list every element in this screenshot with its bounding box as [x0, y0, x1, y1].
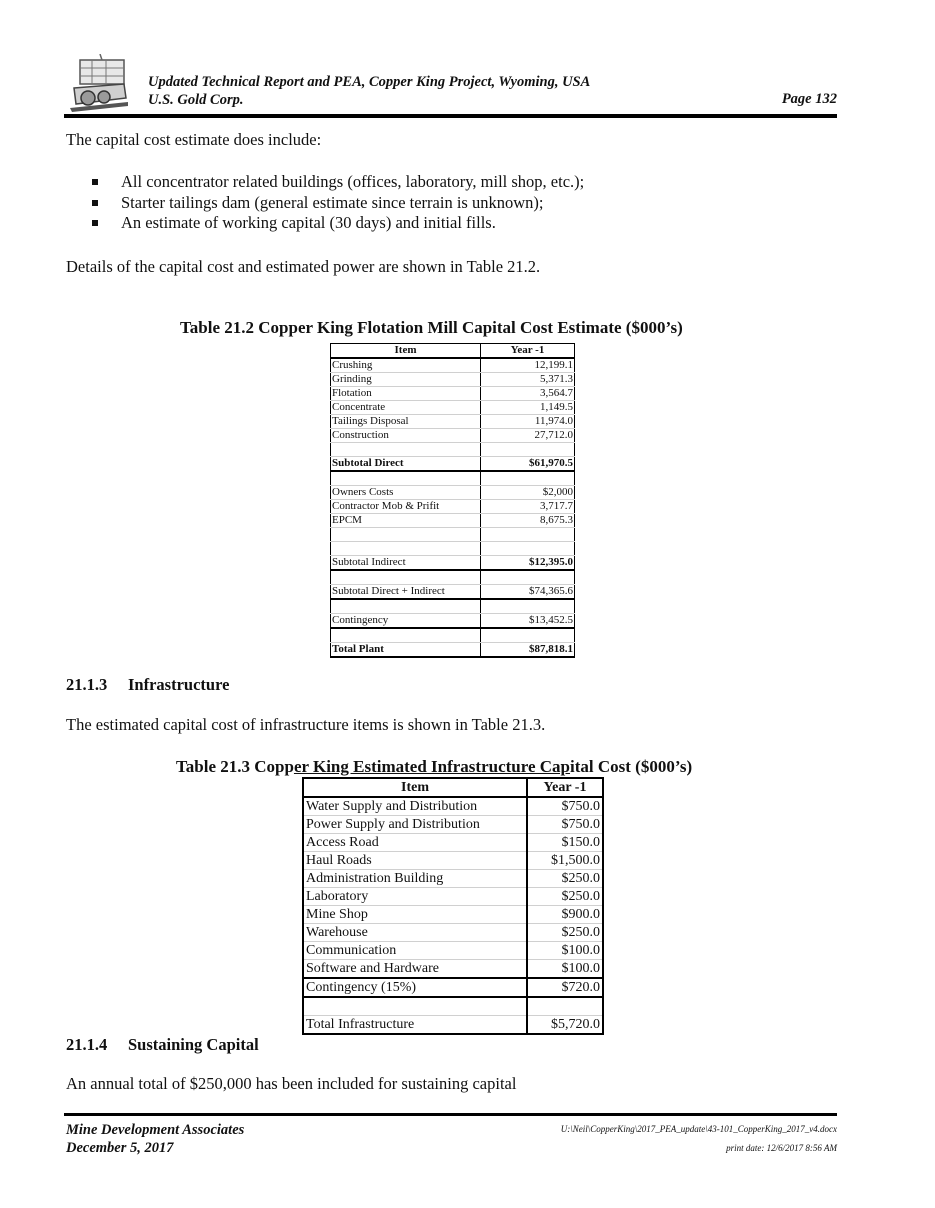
list-item: An estimate of working capital (30 days) and initial fills.: [92, 213, 584, 234]
footer-file-path: U:\Neil\CopperKing\2017_PEA_update\43-101_CopperKing_2017_v4.docx: [560, 1124, 837, 1134]
section-heading-21-1-3: [66, 675, 229, 695]
intro-paragraph: The capital cost estimate does include:: [66, 130, 322, 149]
header-title: [148, 73, 590, 109]
table-row: Administration Building $250.0: [303, 870, 603, 888]
table-row: Warehouse $250.0: [303, 924, 603, 942]
table-row: EPCM 8,675.3: [332, 514, 573, 526]
table-row: Laboratory $250.0: [303, 888, 603, 906]
header-title-line1: Updated Technical Report and PEA, Copper King Project, Wyoming, USA: [148, 74, 591, 90]
table-row: Grinding 5,371.3: [332, 373, 573, 385]
header-title-line2: U.S. Gold Corp.: [148, 92, 244, 108]
table-header-row: [331, 344, 575, 359]
table-row: Concentrate 1,149.5: [332, 401, 573, 413]
table-row: Tailings Disposal 11,974.0: [332, 415, 573, 427]
table-row: Owners Costs $2,000: [332, 486, 573, 498]
list-item: All concentrator related buildings (offices, laboratory, mill shop, etc.);: [92, 172, 584, 193]
section-title: Sustaining Capital: [128, 1035, 259, 1054]
table-row: Power Supply and Distribution $750.0: [303, 816, 603, 834]
table-21-3-caption: Table 21.3 Copper King Estimated Infrastructure Capital Cost ($000’s): [176, 757, 693, 776]
table-row: Flotation 3,564.7: [332, 387, 573, 399]
column-header-year: Year -1: [527, 778, 603, 797]
column-header-item: Item: [331, 344, 481, 359]
table-row-subtotal: Subtotal Direct $61,970.5: [332, 457, 573, 469]
list-item: Starter tailings dam (general estimate since terrain is unknown);: [92, 193, 584, 214]
table-spacer-row: [331, 599, 575, 614]
table-row-subtotal: Subtotal Direct + Indirect $74,365.6: [332, 585, 573, 597]
bullet-icon: [92, 220, 98, 226]
table-spacer-row: [303, 997, 603, 1016]
table-row: Construction 27,712.0: [332, 429, 573, 441]
infrastructure-paragraph: The estimated capital cost of infrastructure items is shown in Table 21.3.: [66, 715, 546, 734]
table-row: Software and Hardware $100.0: [303, 960, 603, 979]
bullet-icon: [92, 200, 98, 206]
table-row-total: Total Infrastructure $5,720.0: [303, 1016, 603, 1035]
footer-left: [66, 1121, 244, 1157]
page-number: Page 132: [781, 91, 837, 107]
footer-date: December 5, 2017: [66, 1140, 174, 1156]
table-row: Mine Shop $900.0: [303, 906, 603, 924]
footer-divider: [64, 1113, 837, 1116]
column-header-year: Year -1: [481, 344, 575, 359]
table-spacer-row: [331, 570, 575, 585]
table-row: Crushing 12,199.1: [332, 359, 573, 371]
table-row: Water Supply and Distribution $750.0: [303, 797, 603, 816]
section-number: 21.1.3: [66, 675, 108, 694]
table-21-2: [330, 343, 575, 658]
table-spacer-row: [331, 471, 575, 486]
table-row: Haul Roads $1,500.0: [303, 852, 603, 870]
table-row: Communication $100.0: [303, 942, 603, 960]
table-spacer-row: [331, 528, 575, 542]
table-spacer-row: [331, 628, 575, 643]
table-row: Contingency $13,452.5: [332, 614, 573, 626]
table-header-row: [303, 778, 603, 797]
mining-machine-logo-icon: [66, 54, 132, 114]
sustaining-capital-paragraph: An annual total of $250,000 has been included for sustaining capital: [66, 1074, 517, 1093]
table-spacer-row: [331, 542, 575, 556]
footer-company: Mine Development Associates: [66, 1122, 245, 1138]
section-heading-21-1-4: [66, 1035, 259, 1055]
header-divider: [64, 114, 837, 118]
table-row-contingency: Contingency (15%) $720.0: [303, 978, 603, 997]
table-spacer-row: [331, 443, 575, 457]
inclusions-list: [92, 172, 584, 234]
section-title: Infrastructure: [128, 675, 230, 694]
section-number: 21.1.4: [66, 1035, 108, 1054]
table-row-total: Total Plant $87,818.1: [332, 643, 573, 655]
bullet-icon: [92, 179, 98, 185]
table-row: Access Road $150.0: [303, 834, 603, 852]
table-21-2-caption: Table 21.2 Copper King Flotation Mill Capital Cost Estimate ($000’s): [180, 318, 683, 337]
table-row-subtotal: Subtotal Indirect $12,395.0: [332, 556, 573, 568]
table-row: Contractor Mob & Prifit 3,717.7: [332, 500, 573, 512]
footer-print-date: print date: 12/6/2017 8:56 AM: [726, 1143, 837, 1153]
table-21-3: [302, 777, 604, 1035]
column-header-item: Item: [303, 778, 527, 797]
details-paragraph: Details of the capital cost and estimated power are shown in Table 21.2.: [66, 257, 541, 276]
